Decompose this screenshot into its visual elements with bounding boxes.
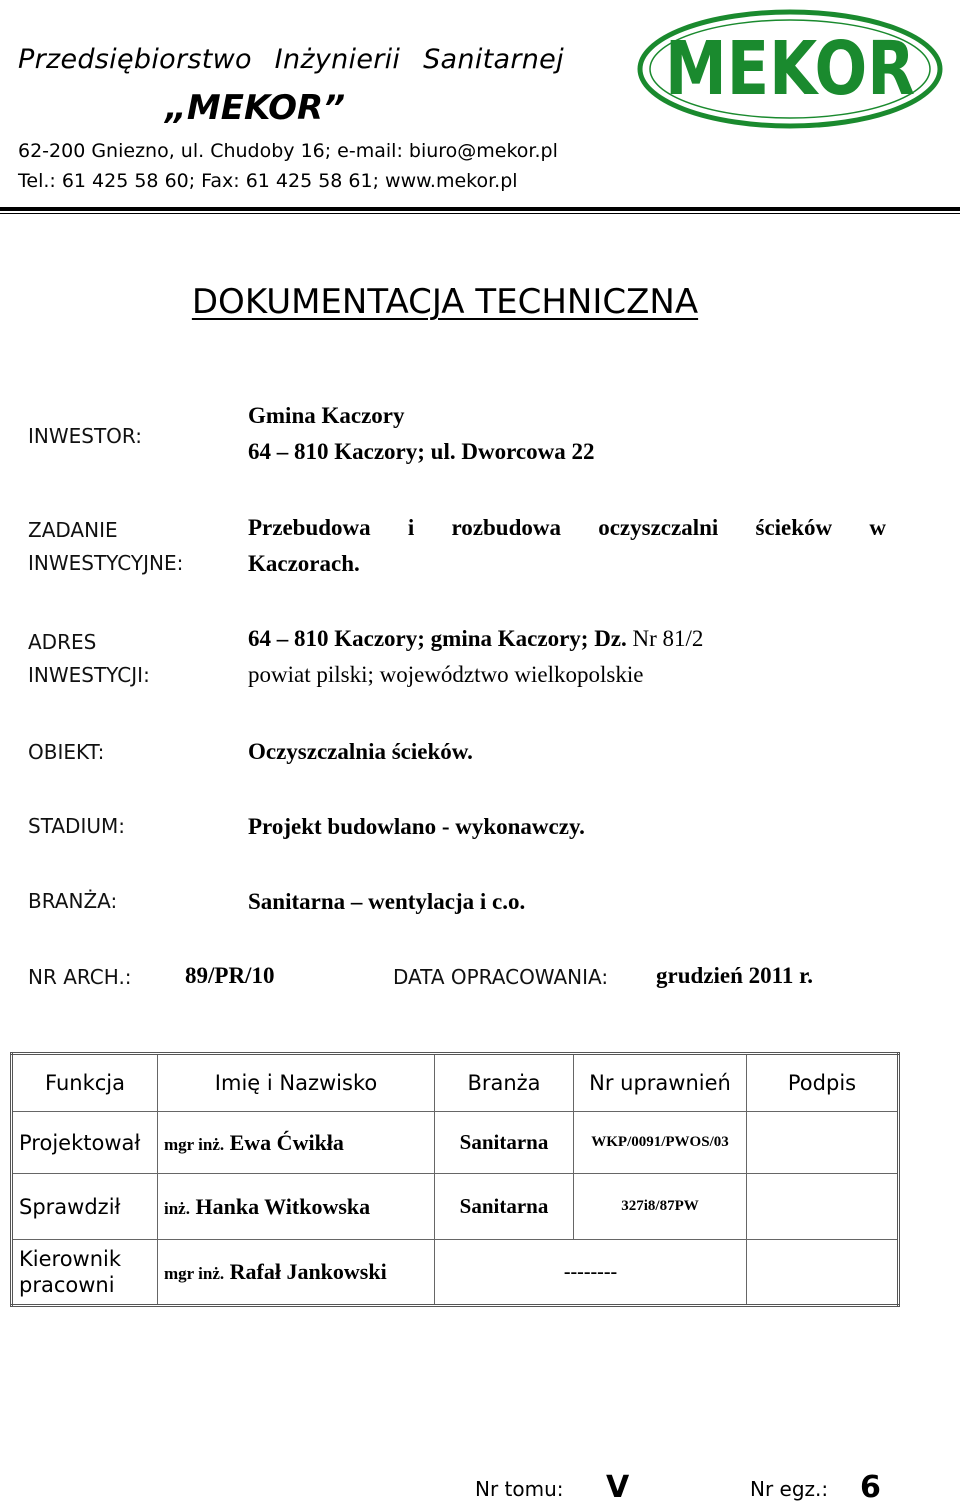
copy-label: Nr egz.: (750, 1477, 829, 1501)
name-cell: inż. Hanka Witkowska (158, 1174, 435, 1240)
date-value: grudzień 2011 r. (656, 963, 813, 988)
company-name-line1: Przedsiębiorstwo Inżynierii Sanitarnej (18, 44, 564, 75)
copy-value: 6 (860, 1470, 881, 1505)
archive-label: NR ARCH.: (28, 965, 132, 989)
function-cell: Projektował (12, 1112, 158, 1174)
address-line2: powiat pilski; województwo wielkopolskie (248, 662, 644, 687)
signature-cell (747, 1174, 899, 1240)
column-header: Imię i Nazwisko (158, 1054, 435, 1112)
table-row (12, 1174, 899, 1240)
license-cell: WKP/0091/PWOS/03 (574, 1112, 747, 1174)
column-header: Funkcja (12, 1054, 158, 1112)
column-header: Podpis (747, 1054, 899, 1112)
header-rule-thick (0, 207, 960, 211)
task-label: ZADANIE INWESTYCYJNE: (28, 518, 184, 575)
task-line1: Przebudowa i rozbudowa oczyszczalni ścieków w (248, 515, 886, 540)
address-value (248, 621, 703, 693)
mekor-logo (636, 8, 944, 130)
volume-value: V (606, 1470, 630, 1505)
investor-value (248, 398, 594, 470)
branch-cell: Sanitarna (435, 1174, 574, 1240)
name-cell: mgr inż. Rafał Jankowski (158, 1240, 435, 1306)
branch-value: Sanitarna – wentylacja i c.o. (248, 889, 526, 914)
license-cell: -------- (435, 1240, 747, 1306)
document-title-text: DOKUMENTACJA TECHNICZNA (191, 282, 699, 322)
branch-label: BRANŻA: (28, 889, 118, 913)
task-line2: Kaczorach. (248, 551, 360, 576)
object-value: Oczyszczalnia ścieków. (248, 739, 473, 764)
header-rule-thin (0, 213, 960, 214)
signature-table (10, 1052, 900, 1307)
investor-name: Gmina Kaczory (248, 403, 405, 428)
stage-label: STADIUM: (28, 814, 125, 838)
investor-label: INWESTOR: (28, 424, 142, 448)
column-header: Branża (435, 1054, 574, 1112)
signature-cell (747, 1112, 899, 1174)
function-cell: Sprawdził (12, 1174, 158, 1240)
table-header-row (12, 1054, 899, 1112)
table-row (12, 1112, 899, 1174)
company-contact: Tel.: 61 425 58 60; Fax: 61 425 58 61; www.mekor.pl (18, 170, 518, 192)
investor-address: 64 – 810 Kaczory; ul. Dworcowa 22 (248, 439, 595, 464)
address-label: ADRES INWESTYCJI: (28, 630, 150, 687)
column-header: Nr uprawnień (574, 1054, 747, 1112)
object-label: OBIEKT: (28, 740, 105, 764)
document-title (0, 282, 880, 322)
signature-cell (747, 1240, 899, 1306)
company-address: 62-200 Gniezno, ul. Chudoby 16; e-mail: biuro@mekor.pl (18, 140, 558, 162)
volume-label: Nr tomu: (475, 1477, 564, 1501)
address-line1: 64 – 810 Kaczory; gmina Kaczory; Dz. Nr 81/2 (248, 626, 704, 651)
function-cell: Kierownik pracowni (12, 1240, 158, 1306)
table-row (12, 1240, 899, 1306)
stage-value: Projekt budowlano - wykonawczy. (248, 814, 585, 839)
branch-cell: Sanitarna (435, 1112, 574, 1174)
date-label: DATA OPRACOWANIA: (393, 965, 609, 989)
license-cell: 327i8/87PW (574, 1174, 747, 1240)
logo-text: MEKOR (665, 26, 915, 112)
name-cell: mgr inż. Ewa Ćwikła (158, 1112, 435, 1174)
company-name-line2: „MEKOR” (165, 88, 346, 128)
archive-value: 89/PR/10 (185, 963, 275, 988)
task-value (248, 510, 886, 582)
